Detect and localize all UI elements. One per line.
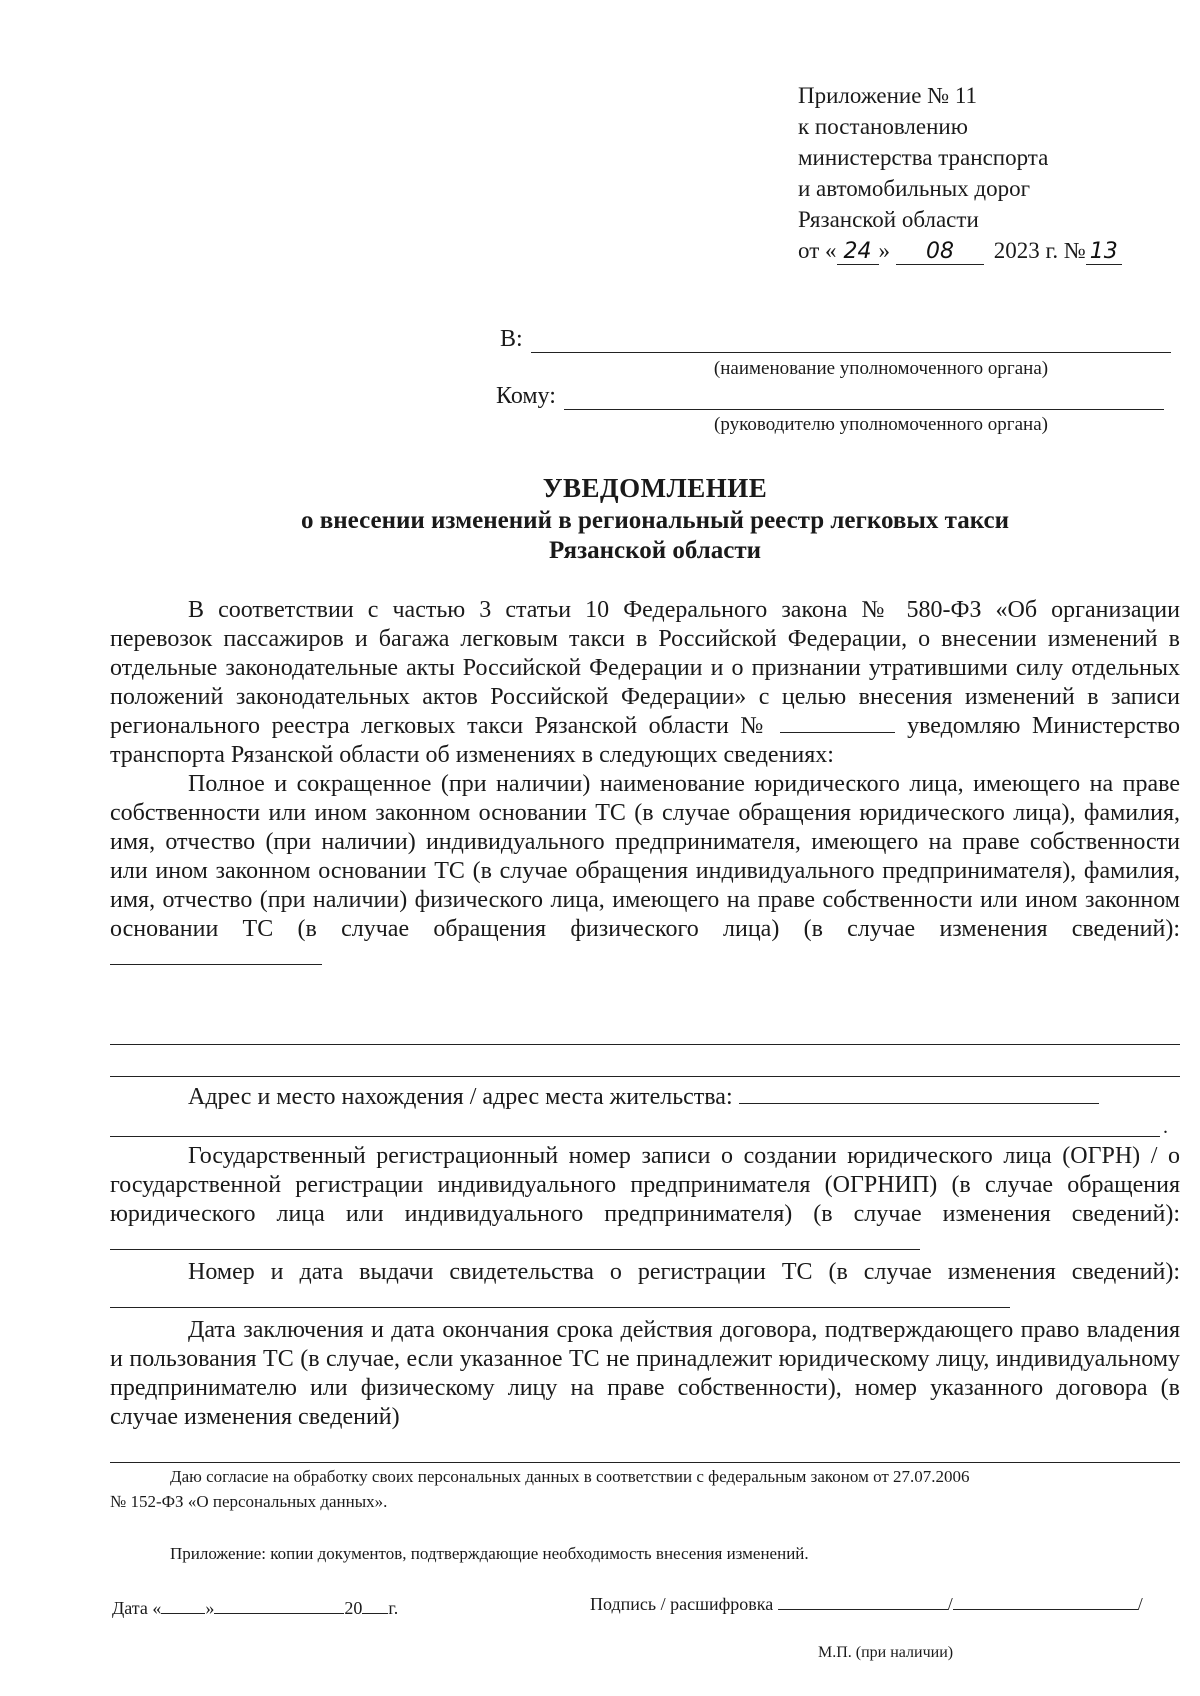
date-row [112,1597,398,1619]
appendix-block [798,80,1158,266]
date-label: Дата « [112,1598,162,1618]
notice-body [110,596,1180,973]
paragraph-address: Адрес и место нахождения / адрес места жительства: [110,1083,1180,1112]
paragraph-legal-basis: В соответствии с частью 3 статьи 10 Федерального закона № 580-ФЗ «Об организации перевозок пассажиров и багажа легковым такси в Российской Федерации, о внесении изменений в отдельные законодательные акты Российской Федерации и о признании утратившими силу отдельных положений законодательных актов Российской Федерации» с целью внесения изменений в записи регионального реестра легковых такси Рязанской области № уведомляю Министерство транспорта Рязанской области об изменениях в следующих сведениях: [110,597,1181,768]
to-caption: (наименование уполномоченного органа) [713,358,1049,379]
paragraph-owner-name: Полное и сокращенное (при наличии) наименование юридического лица, имеющего на праве собственности или ином законном основании ТС (в случае обращения юридического лица), фамилия, имя, отчество (при наличии) индивидуального предпринимателя, имеющего на праве собственности или ином законном основании ТС (в случае обращения индивидуального предпринимателя), фамилия, имя, отчество (при наличии) физического лица, имеющего на праве собственности или ином законном основании ТС (в случае обращения физического лица) (в случае изменения сведений): [110,770,1180,973]
date-year: 2023 г. № [993,238,1086,263]
appendix-line-3: министерства транспорта [798,145,1049,170]
signature-slash-1: / [947,1594,953,1614]
registry-number-field[interactable] [780,712,895,733]
to-row [500,326,1171,353]
attachment-note: Приложение: копии документов, подтверждающие необходимость внесения изменений. [170,1544,809,1563]
date-close-quote: » [205,1598,215,1618]
signature-label: Подпись / расшифровка [590,1594,774,1614]
whom-label: Кому: [496,383,556,409]
address-end-dot: . [1163,1116,1168,1138]
whom-field[interactable] [564,385,1164,410]
address-field[interactable] [739,1083,1099,1104]
date-month-field[interactable] [214,1597,344,1614]
appendix-line-5: Рязанской области [798,207,979,232]
certificate-field[interactable] [110,1287,1010,1308]
ogrn-field[interactable] [110,1229,920,1250]
to-field[interactable] [531,328,1171,353]
signature-field[interactable] [778,1593,948,1610]
document-title: УВЕДОМЛЕНИЕ [542,473,768,503]
whom-row [496,383,1164,410]
contract-line[interactable] [110,1462,1180,1463]
address-line-2[interactable] [110,1136,1160,1137]
year-prefix: 20 [344,1598,363,1618]
address-block [110,1083,1180,1112]
appendix-line-1: Приложение № 11 [798,83,978,108]
date-day-field[interactable] [161,1597,205,1614]
appendix-date-line [798,235,1158,266]
date-year-field[interactable] [362,1597,388,1614]
whom-caption: (руководителю уполномоченного органа) [714,414,1048,435]
appendix-line-4: и автомобильных дорог [798,176,1031,201]
year-suffix: г. [388,1598,399,1618]
signature-transcript-field[interactable] [953,1593,1138,1610]
owner-name-line-2[interactable] [110,1044,1180,1045]
date-prefix: от « [798,238,837,263]
document-subtitle-1: о внесении изменений в региональный реестр легковых такси [301,507,1009,534]
paragraph-contract: Дата заключения и дата окончания срока действия договора, подтверждающего право владения и пользования ТС (в случае, если указанное ТС не принадлежит юридическому лицу, индивидуальному предпринимателю или физическому лицу на праве собственности), номер указанного договора (в случае изменения сведений) [110,1317,1180,1430]
stamp-note: М.П. (при наличии) [818,1644,954,1661]
handwritten-doc-number: 13 [1086,240,1122,265]
owner-name-line-3[interactable] [110,1076,1180,1077]
signature-slash-2: / [1137,1594,1143,1614]
handwritten-month: 08 [896,240,984,265]
owner-name-field[interactable] [110,944,322,965]
ogrn-block [110,1142,1180,1432]
to-label: В: [500,326,523,352]
signature-row [590,1593,1143,1615]
consent-line-1: Даю согласие на обработку своих персональных данных в соответствии с федеральным законом от 27.07.2006 [170,1467,970,1486]
appendix-line-2: к постановлению [798,114,968,139]
consent-block [110,1464,1180,1514]
date-close-quote: » [878,238,890,263]
paragraph-ogrn: Государственный регистрационный номер записи о создании юридического лица (ОГРН) / о государственной регистрации индивидуального предпринимателя (ОГРНИП) (в случае обращения юридического лица или индивидуального предпринимателя) (в случае изменения сведений): [110,1142,1180,1258]
consent-line-2: № 152-ФЗ «О персональных данных». [110,1492,388,1511]
document-subtitle-2: Рязанской области [548,537,762,564]
paragraph-registration-certificate: Номер и дата выдачи свидетельства о регистрации ТС (в случае изменения сведений): [110,1258,1180,1316]
handwritten-day: 24 [837,240,879,265]
